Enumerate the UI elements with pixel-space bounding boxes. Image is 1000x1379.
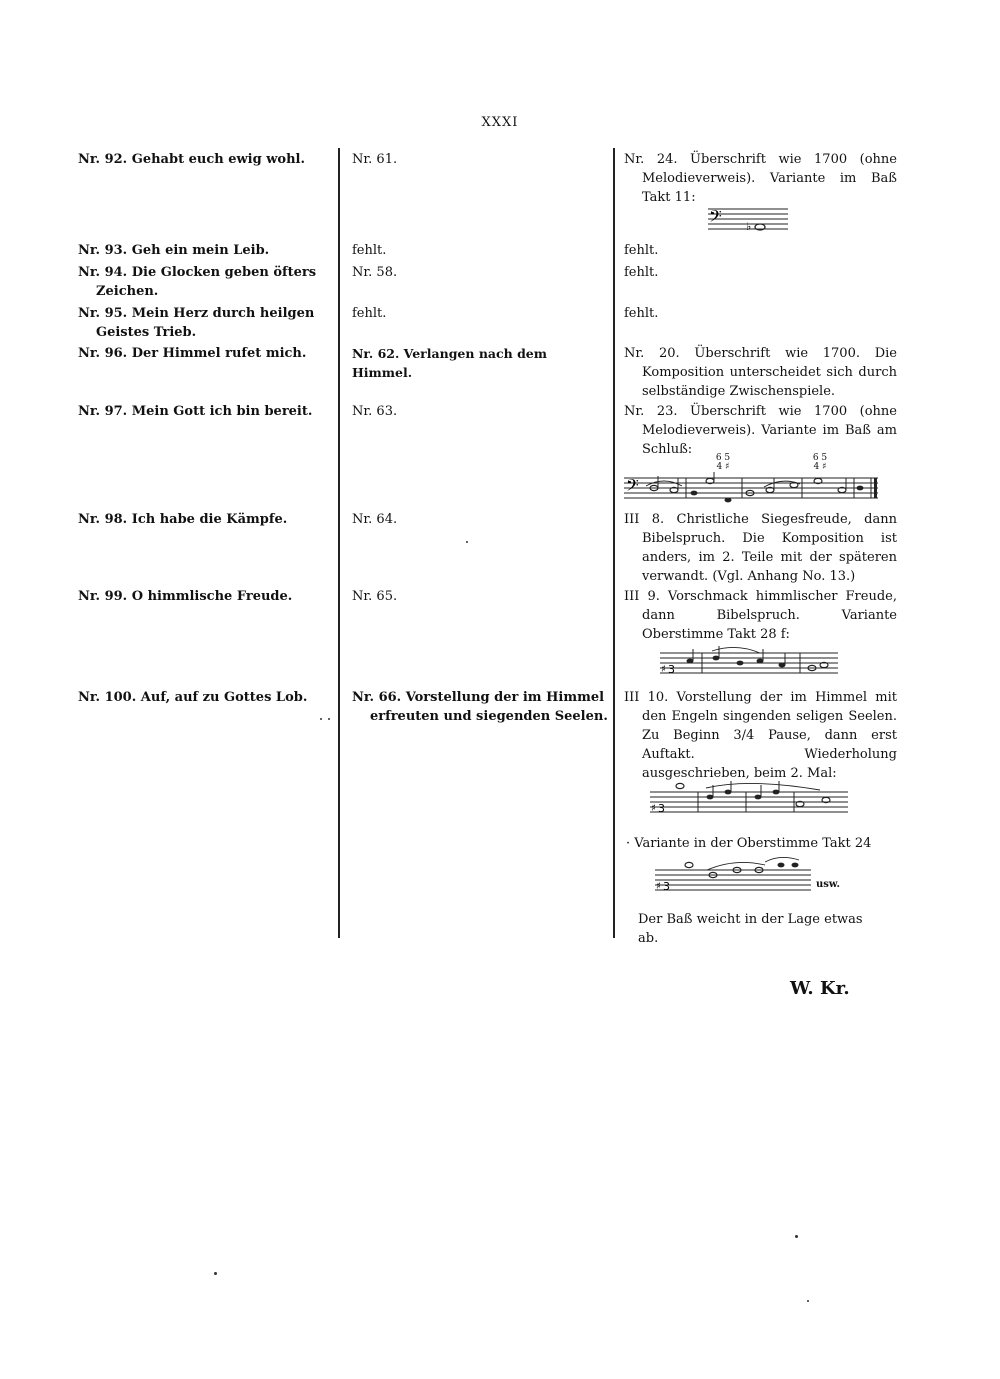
entry-note: Nr. 24. Überschrift wie 1700 (ohne Melodieverweis). Variante im Baß Takt 11:	[624, 152, 897, 205]
entry-note: Nr. 23. Überschrift wie 1700 (ohne Melodieverweis). Variante im Baß am Schluß:	[624, 404, 897, 457]
scan-speck	[466, 541, 468, 543]
scan-speck	[328, 718, 330, 720]
entry-ref: Nr. 58.	[352, 265, 398, 280]
figured-bass-upper: 6 5	[715, 453, 731, 463]
entry-ref: fehlt.	[352, 243, 387, 258]
svg-text:𝄢: 𝄢	[626, 475, 639, 499]
entry-ref: Nr. 65.	[352, 589, 398, 604]
entry-title: Nr. 97. Mein Gott ich bin bereit.	[78, 404, 313, 419]
entry-title: Nr. 94. Die Glocken geben öfters Zeichen.	[78, 265, 317, 299]
entry-note: III 9. Vorschmack himmlischer Freude, dann Bibelspruch. Variante Oberstimme Takt 28 f:	[624, 589, 897, 642]
entry-ref: Nr. 66. Vorstellung der im Himmel erfreuten und siegenden Seelen.	[352, 690, 608, 724]
svg-text:♯: ♯	[661, 664, 666, 675]
entry-ref: Nr. 63.	[352, 404, 398, 419]
figured-bass-a	[713, 454, 733, 472]
scan-speck	[795, 1235, 798, 1238]
figured-bass-lower: 4 ♯	[813, 462, 827, 472]
scan-speck	[320, 718, 322, 720]
svg-text:3: 3	[658, 802, 665, 815]
scan-speck	[214, 1272, 217, 1275]
entry-title: Nr. 98. Ich habe die Kämpfe.	[78, 512, 288, 527]
svg-text:♯: ♯	[651, 803, 656, 814]
svg-text:♯: ♯	[656, 881, 661, 892]
svg-text:♭: ♭	[746, 220, 752, 233]
entry-title: Nr. 100. Auf, auf zu Gottes Lob.	[78, 690, 308, 705]
entry-note: III 10. Vorstellung der im Himmel mit den Engeln singenden seligen Seelen. Zu Beginn 3/4 Pause, dann erst Auftakt. Wiederholung ausgeschrieben, beim 2. Mal:	[624, 690, 897, 781]
music-example-oberstimme-takt-28	[660, 645, 840, 683]
entry-title: Nr. 95. Mein Herz durch heilgen Geistes Trieb.	[78, 306, 315, 340]
entry-ref: Nr. 61.	[352, 152, 398, 167]
scan-speck	[807, 1300, 809, 1302]
music-example-bass-takt-11	[708, 203, 790, 237]
svg-text:3: 3	[668, 663, 675, 676]
column-rule-right	[613, 148, 615, 938]
usw-label: usw.	[816, 879, 840, 890]
variant-line: · Variante in der Oberstimme Takt 24	[626, 836, 872, 851]
svg-text:3: 3	[663, 880, 670, 893]
bass-note: Der Baß weicht in der Lage etwas ab.	[638, 912, 863, 946]
entry-note: fehlt.	[624, 306, 659, 321]
entry-note: III 8. Christliche Siegesfreude, dann Bibelspruch. Die Komposition ist anders, im 2. Teile mit der späteren verwandt. (Vgl. Anhang No. 13.)	[624, 512, 897, 584]
signature: W. Kr.	[790, 978, 850, 999]
music-example-bass-schluss	[624, 472, 880, 506]
figured-bass-upper: 6 5	[812, 453, 828, 463]
entry-ref: fehlt.	[352, 306, 387, 321]
svg-text:𝄢: 𝄢	[709, 206, 722, 230]
entry-title: Nr. 99. O himmlische Freude.	[78, 589, 293, 604]
music-example-oberstimme-takt-24	[655, 856, 813, 900]
entry-note: fehlt.	[624, 243, 659, 258]
entry-ref: Nr. 62. Verlangen nach dem Himmel.	[352, 346, 547, 380]
entry-note: fehlt.	[624, 265, 659, 280]
entry-title: Nr. 92. Gehabt euch ewig wohl.	[78, 152, 306, 167]
page-number: XXXI	[481, 115, 519, 130]
figured-bass-b	[810, 454, 830, 472]
entry-ref: Nr. 64.	[352, 512, 398, 527]
entry-note: Nr. 20. Überschrift wie 1700. Die Komposition unterscheidet sich durch selbständige Zwischenspiele.	[624, 346, 897, 399]
entry-title: Nr. 93. Geh ein mein Leib.	[78, 243, 270, 258]
music-example-beim-2-mal	[650, 780, 850, 822]
figured-bass-lower: 4 ♯	[716, 462, 730, 472]
entry-title: Nr. 96. Der Himmel rufet mich.	[78, 346, 307, 361]
